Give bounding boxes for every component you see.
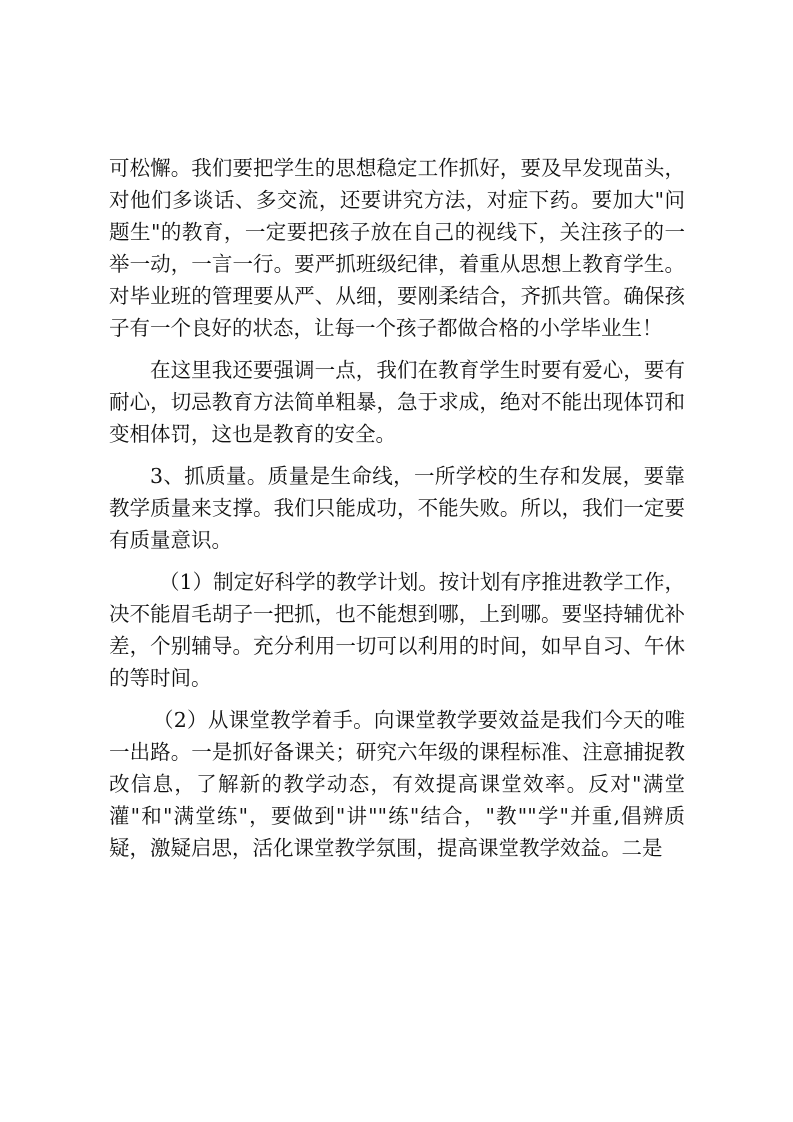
paragraph-quality: 3、抓质量。质量是生命线，一所学校的生存和发展，要靠教学质量来支撑。我们只能成功，不能失败。所以，我们一定要有质量意识。	[109, 464, 685, 552]
paragraph-safety-note: 在这里我还要强调一点，我们在教育学生时要有爱心，要有耐心，切忌教育方法简单粗暴，急于求成，绝对不能出现体罚和变相体罚，这也是教育的安全。	[109, 358, 685, 446]
paragraph-teaching-plan: （1）制定好科学的教学计划。按计划有序推进教学工作，决不能眉毛胡子一把抓，也不能想到哪，上到哪。要坚持辅优补差，个别辅导。充分利用一切可以利用的时间，如早自习、午休的等时间。	[109, 570, 685, 690]
document-page	[109, 152, 685, 864]
paragraph-continuation: 可松懈。我们要把学生的思想稳定工作抓好，要及早发现苗头，对他们多谈话、多交流，还要讲究方法，对症下药。要加大"问题生"的教育，一定要把孩子放在自己的视线下，关注孩子的一举一动，一言一行。要严抓班级纪律，着重从思想上教育学生。对毕业班的管理要从严、从细，要刚柔结合，齐抓共管。确保孩子有一个良好的状态，让每一个孩子都做合格的小学毕业生！	[109, 156, 685, 340]
paragraph-classroom-teaching: （2）从课堂教学着手。向课堂教学要效益是我们今天的唯一出路。一是抓好备课关；研究六年级的课程标准、注意捕捉教改信息，了解新的教学动态，有效提高课堂效率。反对"满堂灌"和"满堂练"，要做到"讲""练"结合，"教""学"并重,倡辨质疑，激疑启思，活化课堂教学氛围，提高课堂教学效益。二是	[109, 708, 685, 860]
